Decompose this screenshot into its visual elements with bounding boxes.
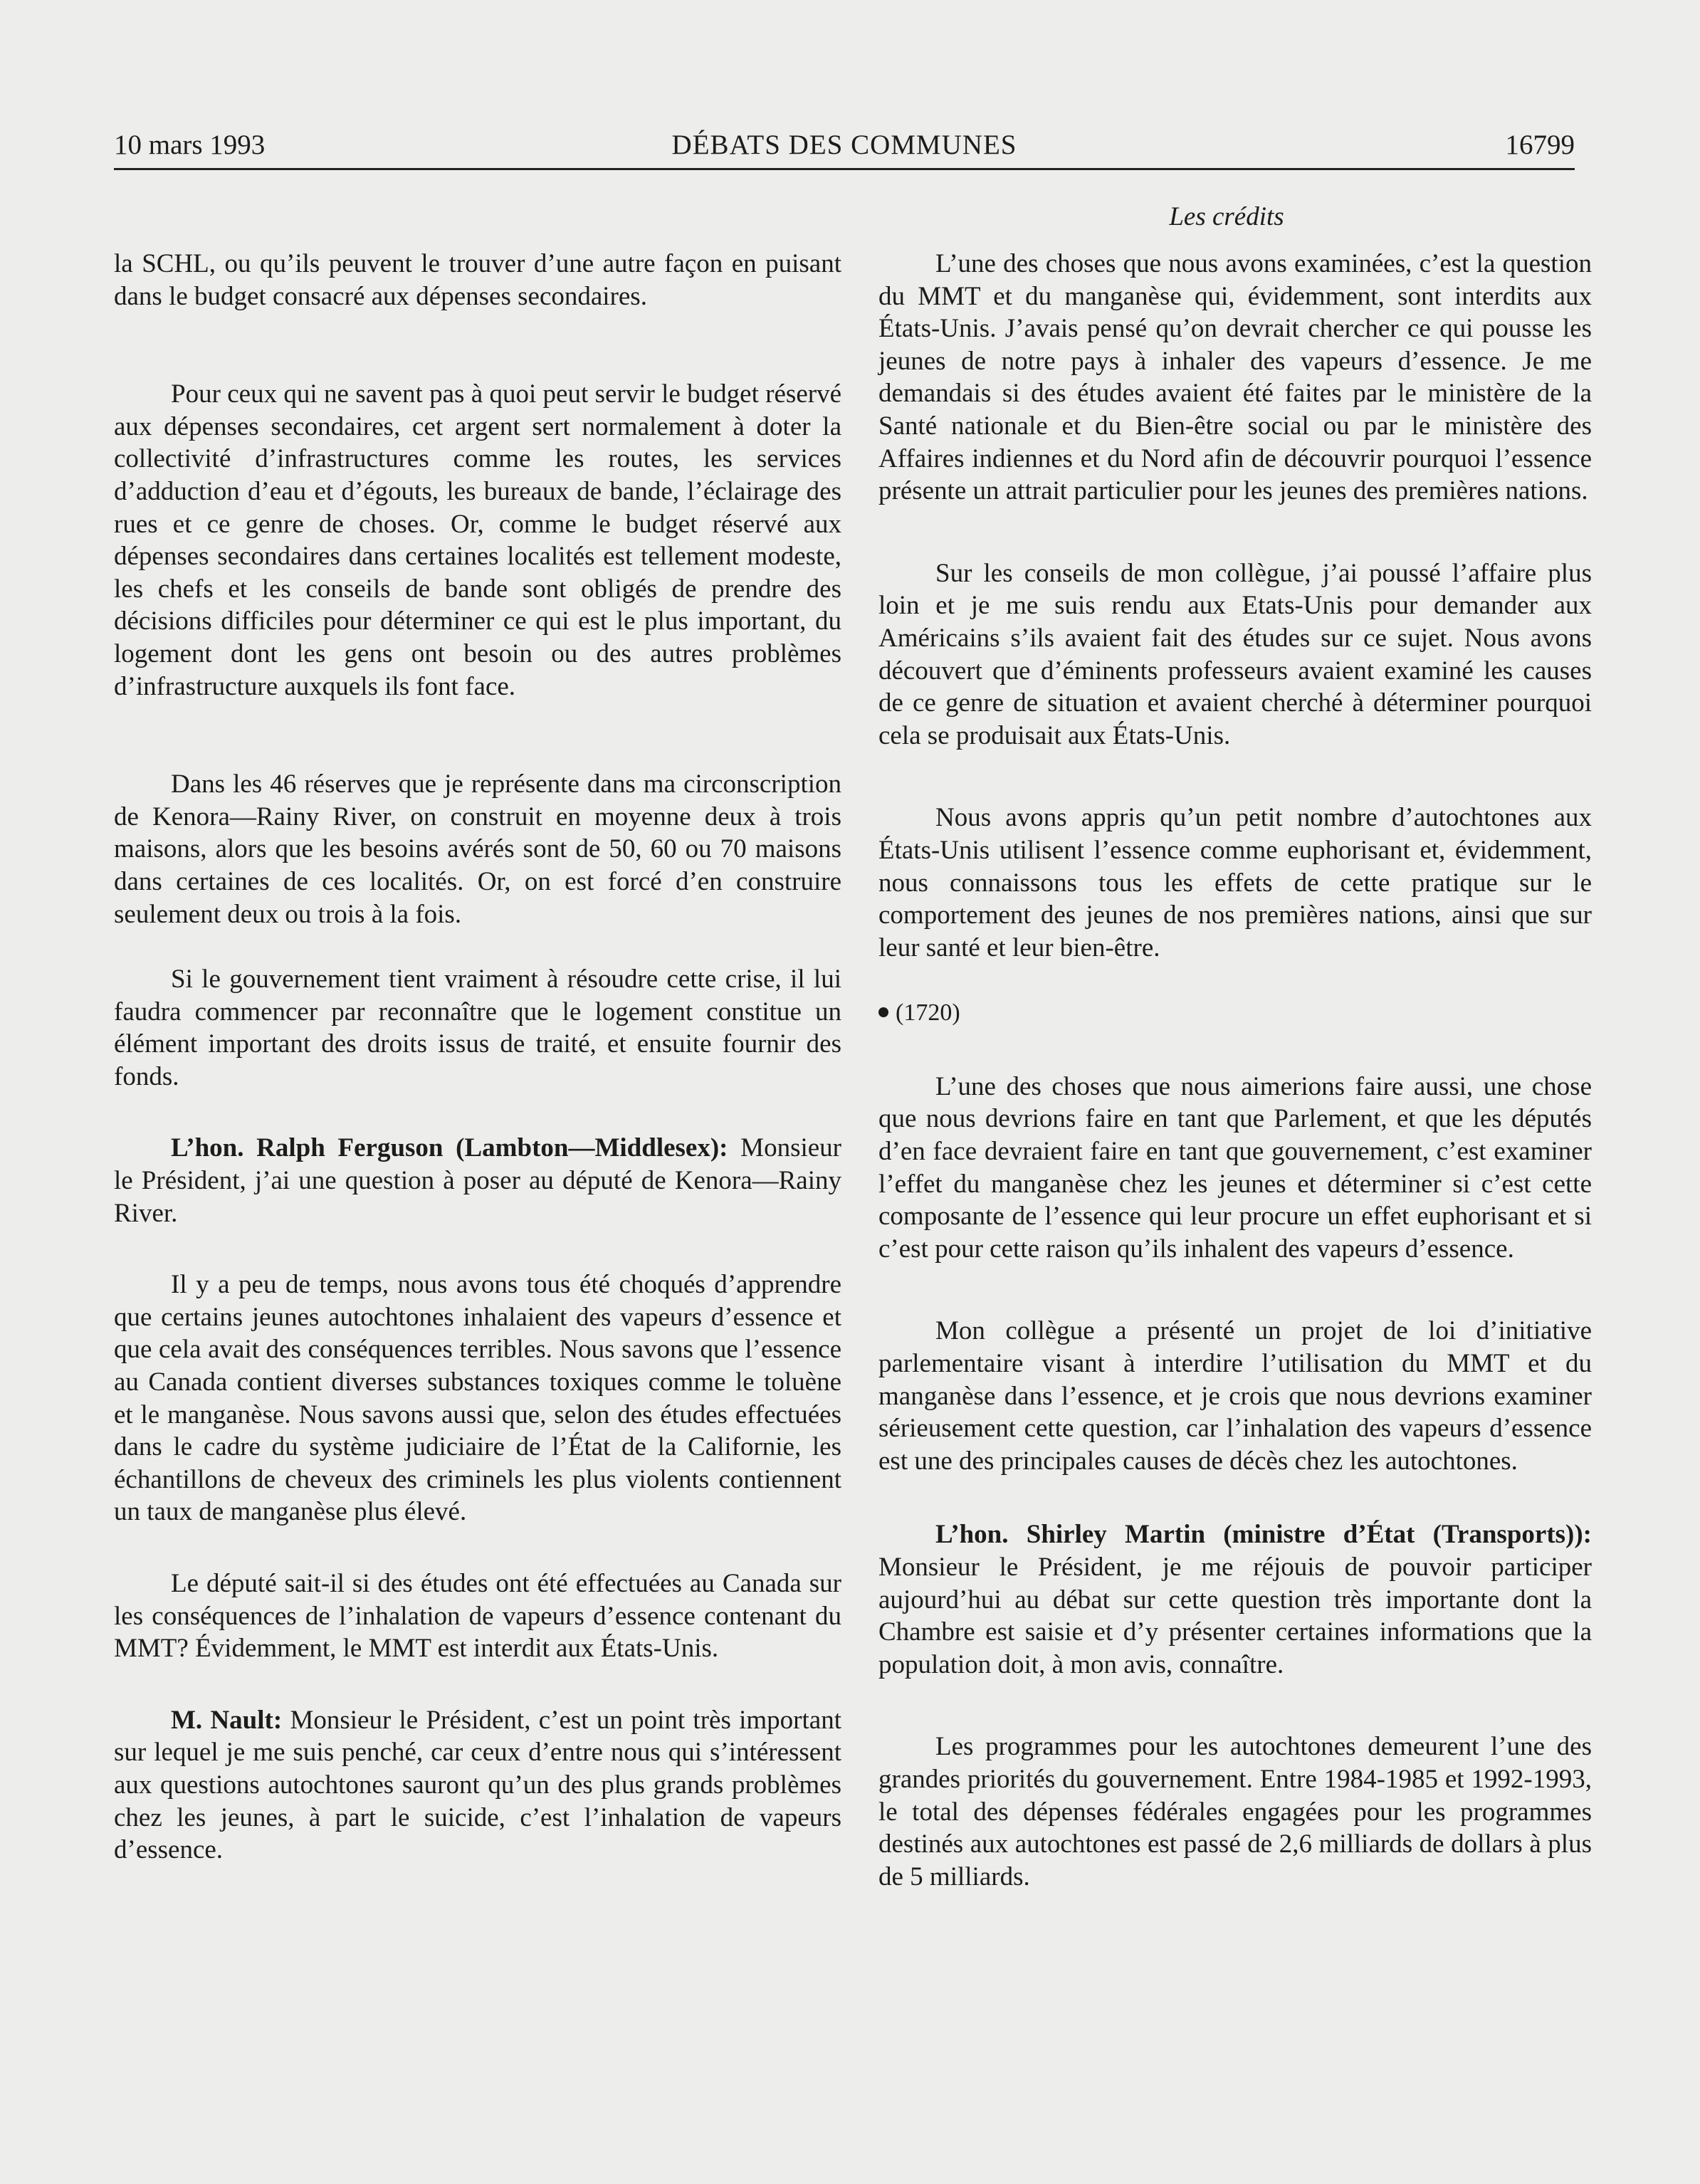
speaker-text: Monsieur le Président, c’est un point très important sur lequel je me suis penché, car ceux d’entre nous qui s’intéressent aux questions autochtones sauront qu’un des plus grands problèmes chez les jeunes, à part le suicide, c’est l’inhalation de vapeurs d’essence. [114, 1705, 841, 1865]
header-title: DÉBATS DES COMMUNES [671, 130, 1017, 160]
paragraph: Le député sait-il si des études ont été effectuées au Canada sur les conséquences de l’inhalation de vapeurs d’essence contenant du MMT? Évidemment, le MMT est interdit aux États-Unis. [114, 1569, 841, 1664]
header-date: 10 mars 1993 [114, 130, 266, 160]
running-head: Les crédits [1169, 202, 1284, 231]
speaker-paragraph [114, 1704, 841, 1867]
speaker-name: L’hon. Ralph Ferguson (Lambton—Middlesex): [171, 1133, 728, 1163]
paragraph: Il y a peu de temps, nous avons tous été choqués d’apprendre que certains jeunes autochtones inhalaient des vapeurs d’essence et que cela avait des conséquences terribles. Nous savons que l’essence au Canada contient diverses substances toxiques comme le toluène et le manganèse. Nous savons aussi que, selon des études effectuées dans le cadre du système judiciaire de l’État de la Californie, les échantillons de cheveux des criminels les plus violents contiennent un taux de manganèse plus élevé. [114, 1270, 841, 1527]
time-marker [878, 997, 1592, 1029]
speaker-name: L’hon. Shirley Martin (ministre d’État (Transports)): [935, 1520, 1592, 1550]
speaker-paragraph [878, 1518, 1592, 1681]
paragraph: Dans les 46 réserves que je représente dans ma circonscription de Kenora—Rainy River, on construit en moyenne deux à trois maisons, alors que les besoins avérés sont de 50, 60 ou 70 maisons dans certaines de ces localités. Or, on est forcé d’en construire seulement deux ou trois à la fois. [114, 770, 841, 929]
speaker-name: M. Nault: [171, 1705, 283, 1735]
paragraph: Les programmes pour les autochtones demeurent l’une des grandes priorités du gouvernement. Entre 1984-1985 et 1992-1993, le total des dépenses fédérales engagées pour les programmes destinés aux autochtones est passé de 2,6 milliards de dollars à plus de 5 milliards. [878, 1732, 1592, 1891]
paragraph: Pour ceux qui ne savent pas à quoi peut servir le budget réservé aux dépenses secondaires, cet argent sert normalement à doter la collectivité d’infrastructures comme les routes, les services d’adduction d’eau et d’égouts, les bureaux de bande, l’éclairage des rues et ce genre de choses. Or, comme le budget réservé aux dépenses secondaires dans certaines localités est tellement modeste, les chefs et les conseils de bande sont obligés de prendre des décisions difficiles pour déterminer ce qui est le plus important, du logement dont les gens ont besoin ou des autres problèmes d’infrastructure auxquels ils font face. [114, 379, 841, 701]
paragraph: Nous avons appris qu’un petit nombre d’autochtones aux États-Unis utilisent l’essence comme euphorisant et, évidemment, nous connaissons tous les effets de cette pratique sur le comportement des jeunes de nos premières nations, ainsi que sur leur santé et leur bien-être. [878, 803, 1592, 962]
right-column [878, 248, 1592, 1926]
page-header [114, 125, 1575, 165]
paragraph: Mon collègue a présenté un projet de loi d’initiative parlementaire visant à interdire l’utilisation du MMT et du manganèse dans l’essence, et je crois que nous devrions examiner sérieusement cette question, car l’inhalation des vapeurs d’essence est une des principales causes de décès chez les autochtones. [878, 1316, 1592, 1476]
time-marker-text: (1720) [896, 999, 960, 1027]
speaker-paragraph [114, 1132, 841, 1229]
bullet-icon [878, 1007, 888, 1017]
paragraph: Si le gouvernement tient vraiment à résoudre cette crise, il lui faudra commencer par reconnaître que le logement constitue un élément important des droits issus de traité, et ensuite fournir des fonds. [114, 965, 841, 1091]
paragraph: L’une des choses que nous avons examinées, c’est la question du MMT et du manganèse qui, évidemment, sont interdits aux États-Unis. J’avais pensé qu’on devrait chercher ce qui pousse les jeunes de notre pays à inhaler des vapeurs d’essence. Je me demandais si des études avaient été faites par le ministère de la Santé nationale et du Bien-être social ou par le ministère des Affaires indiennes et du Nord afin de découvrir pourquoi l’essence présente un attrait particulier pour les jeunes des premières nations. [878, 249, 1592, 506]
header-page-number: 16799 [1505, 130, 1575, 160]
header-rule [114, 168, 1575, 170]
paragraph: Sur les conseils de mon collègue, j’ai poussé l’affaire plus loin et je me suis rendu aux Etats-Unis pour demander aux Américains s’ils avaient fait des études sur ce sujet. Nous avons découvert que d’éminents professeurs avaient examiné les causes de ce genre de situation et avaient cherché à déterminer pourquoi cela se produisait aux États-Unis. [878, 558, 1592, 750]
speaker-text: Monsieur le Président, je me réjouis de pouvoir participer aujourd’hui au débat sur cette question très importante dont la Chambre est saisie et d’y présenter certaines informations que la population doit, à mon avis, connaître. [878, 1553, 1592, 1679]
left-column [114, 248, 841, 1899]
paragraph: la SCHL, ou qu’ils peuvent le trouver d’une autre façon en puisant dans le budget consacré aux dépenses secondaires. [114, 249, 841, 311]
speaker-text: Monsieur le Président, j’ai une question à poser au député de Kenora—Rainy River. [114, 1133, 841, 1228]
paragraph: L’une des choses que nous aimerions faire aussi, une chose que nous devrions faire en tant que Parlement, et que les députés d’en face devraient faire en tant que gouvernement, c’est examiner l’effet du manganèse chez les jeunes et déterminer si c’est cette composante de l’essence qui leur procure un effet euphorisant et si c’est pour cette raison qu’ils inhalent des vapeurs d’essence. [878, 1071, 1592, 1264]
